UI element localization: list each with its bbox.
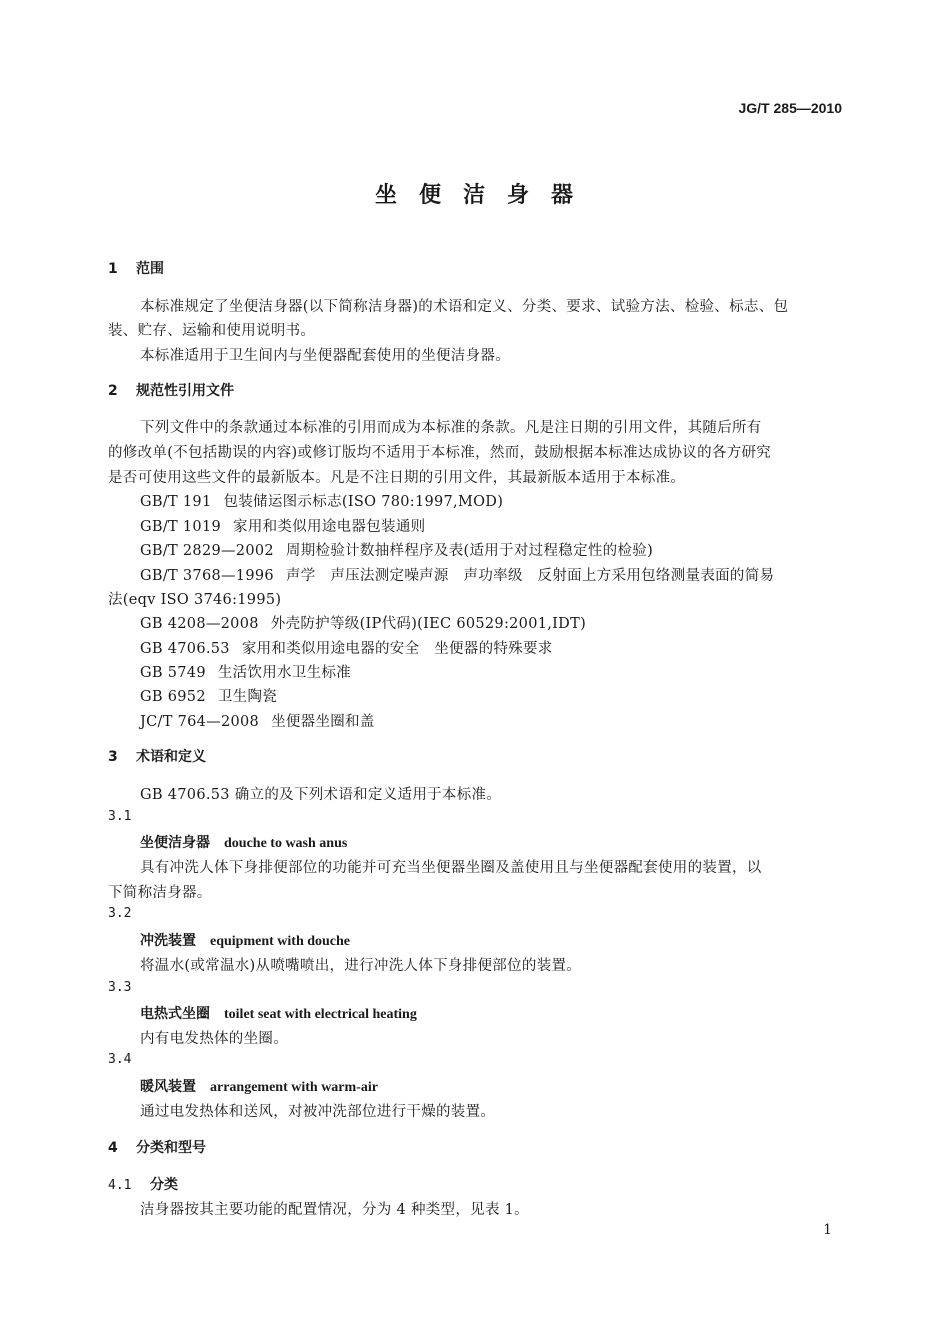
definition-line: 通过电发热体和送风，对被冲洗部位进行干燥的装置。 — [140, 1104, 496, 1120]
section-1-heading — [108, 258, 164, 278]
reference-code: GB/T 1019 — [140, 519, 222, 535]
section-title: 分类和型号 — [136, 1140, 206, 1156]
reference-code: JC/T 764—2008 — [140, 714, 260, 730]
reference-title: 周期检验计数抽样程序及表(适用于对过程稳定性的检验) — [285, 543, 654, 559]
definition-line: 下简称洁身器。 — [108, 885, 212, 901]
term-number: 3.1 — [108, 809, 132, 824]
reference-title: 生活饮用水卫生标准 — [217, 665, 352, 681]
reference-item — [140, 490, 503, 511]
section-4-heading — [108, 1137, 206, 1157]
section-title: 术语和定义 — [136, 749, 206, 765]
paragraph-line: 的修改单(不包括勘误的内容)或修订版均不适用于本标准，然而，鼓励根据本标准达成协议的各方研究 — [108, 445, 772, 461]
reference-item — [140, 515, 425, 536]
section-number: 1 — [108, 261, 118, 277]
paragraph-line: 洁身器按其主要功能的配置情况，分为 4 种类型，见表 1。 — [140, 1202, 529, 1218]
section-number: 3 — [108, 749, 118, 765]
reference-title: 家用和类似用途电器包装通则 — [233, 519, 426, 535]
section-2-heading — [108, 380, 234, 400]
term-cn: 暖风装置 — [140, 1079, 196, 1095]
reference-item — [140, 539, 653, 560]
reference-code: GB/T 191 — [140, 494, 212, 510]
term-heading — [140, 1003, 417, 1023]
term-cn: 冲洗装置 — [140, 933, 196, 949]
paragraph-line: 是否可使用这些文件的最新版本。凡是不注日期的引用文件，其最新版本适用于本标准。 — [108, 470, 686, 486]
reference-code: GB 4706.53 — [140, 641, 230, 657]
definition-line: 内有电发热体的坐圈。 — [140, 1031, 288, 1047]
reference-item — [140, 612, 586, 633]
reference-code: GB 6952 — [140, 689, 206, 705]
section-title: 范围 — [136, 261, 164, 277]
reference-item — [140, 685, 277, 706]
reference-item — [140, 661, 351, 682]
term-en: arrangement with warm-air — [210, 1080, 378, 1095]
term-cn: 电热式坐圈 — [140, 1006, 210, 1022]
definition-line: 具有冲洗人体下身排便部位的功能并可充当坐便器坐圈及盖使用且与坐便器配套使用的装置，以 — [140, 860, 762, 876]
reference-code: GB 4208—2008 — [140, 616, 259, 632]
paragraph-line: 装、贮存、运输和使用说明书。 — [108, 323, 316, 339]
section-number: 2 — [108, 383, 118, 399]
section-3-heading — [108, 746, 206, 766]
definition-line: 将温水(或常温水)从喷嘴喷出，进行冲洗人体下身排便部位的装置。 — [140, 958, 582, 974]
term-cn: 坐便洁身器 — [140, 835, 210, 851]
reference-code: GB/T 3768—1996 — [140, 568, 274, 584]
reference-title: 卫生陶瓷 — [217, 689, 278, 705]
term-heading — [140, 832, 347, 852]
reference-item — [140, 710, 375, 731]
term-number: 3.3 — [108, 980, 132, 995]
reference-title: 坐便器坐圈和盖 — [271, 714, 375, 730]
subsection-4-1-heading — [108, 1174, 178, 1194]
subsection-title: 分类 — [150, 1177, 178, 1193]
term-heading — [140, 1076, 378, 1096]
document-title: 坐便洁身器 — [374, 183, 595, 208]
subsection-number: 4.1 — [108, 1178, 132, 1193]
section-title: 规范性引用文件 — [136, 383, 234, 399]
reference-title: 包装储运图示标志(ISO 780:1997,MOD) — [223, 494, 504, 510]
paragraph-line: 本标准规定了坐便洁身器(以下简称洁身器)的术语和定义、分类、要求、试验方法、检验、标志、包 — [140, 299, 789, 315]
paragraph-line: GB 4706.53 确立的及下列术语和定义适用于本标准。 — [140, 787, 502, 803]
reference-title: 外壳防护等级(IP代码)(IEC 60529:2001,IDT) — [270, 616, 587, 632]
reference-code: GB/T 2829—2002 — [140, 543, 274, 559]
paragraph-line: 本标准适用于卫生间内与坐便器配套使用的坐便洁身器。 — [140, 348, 510, 364]
paragraph-line: 下列文件中的条款通过本标准的引用而成为本标准的条款。凡是注日期的引用文件，其随后所有 — [140, 420, 762, 436]
reference-title: 家用和类似用途电器的安全 坐便器的特殊要求 — [241, 641, 553, 657]
reference-continuation: 法(eqv ISO 3746:1995) — [108, 592, 282, 608]
page-number: 1 — [823, 1222, 832, 1238]
standard-number: JG/T 285—2010 — [738, 100, 842, 116]
term-en: equipment with douche — [210, 934, 351, 949]
reference-code: GB 5749 — [140, 665, 206, 681]
term-en: douche to wash anus — [224, 836, 348, 851]
reference-item — [140, 564, 774, 585]
reference-title: 声学 声压法测定噪声源 声功率级 反射面上方采用包络测量表面的简易 — [285, 568, 775, 584]
term-heading — [140, 930, 350, 950]
term-number: 3.2 — [108, 906, 132, 921]
section-number: 4 — [108, 1140, 118, 1156]
term-number: 3.4 — [108, 1052, 132, 1067]
term-en: toilet seat with electrical heating — [224, 1007, 417, 1022]
reference-item — [140, 637, 553, 658]
